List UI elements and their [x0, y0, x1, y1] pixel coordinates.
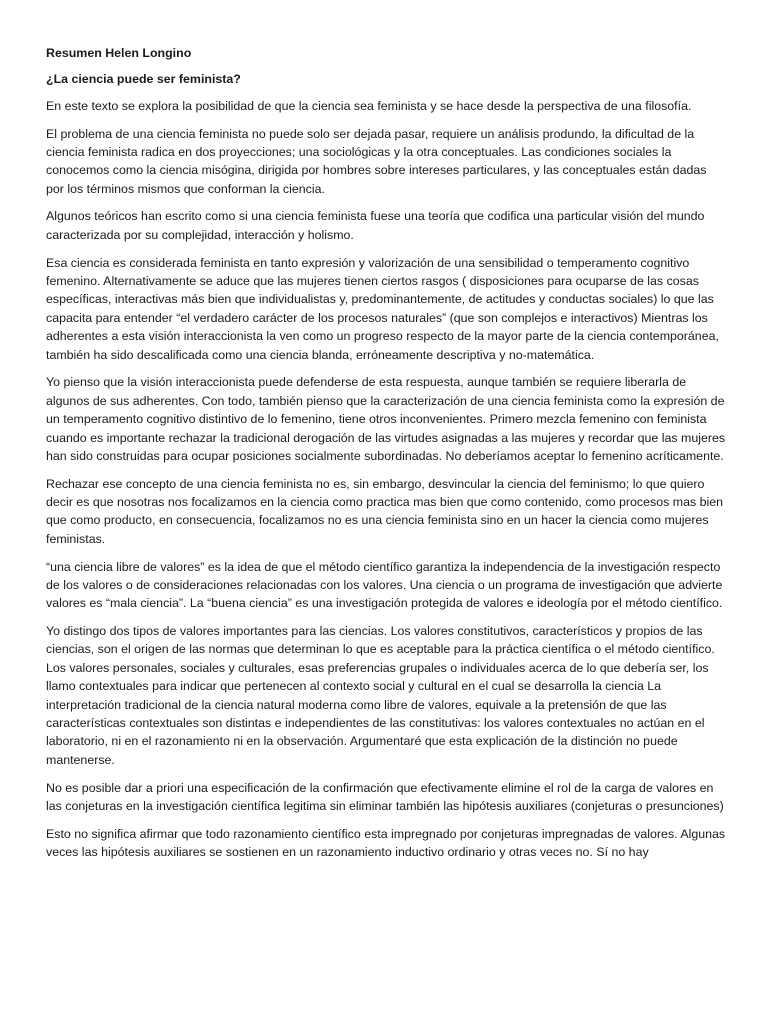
- document-title: Resumen Helen Longino: [46, 46, 192, 60]
- paragraph: Algunos teóricos han escrito como si una ciencia feminista fuese una teoría que codifica una particular visión del mundo caracterizada por su complejidad, interacción y holismo.: [46, 209, 705, 242]
- paragraph: “una ciencia libre de valores” es la idea de que el método científico garantiza la independencia de la investigación respecto de los valores o de consideraciones relacionadas con los valores. Una ciencia o un programa de investigación que advierte valores es “mala ciencia”. La “buena ciencia” es una investigación protegida de valores e ideología por el método científico.: [46, 559, 723, 611]
- paragraph: Esto no significa afirmar que todo razonamiento científico esta impregnado por conjeturas impregnadas de valores. Algunas veces las hipótesis auxiliares se sostienen en un razonamiento inductivo ordinario y otras veces no. Sí no hay: [46, 826, 726, 860]
- paragraph: En este texto se explora la posibilidad de que la ciencia sea feminista y se hace desde la perspectiva de una filosofía.: [46, 98, 692, 113]
- document-page: [46, 44, 726, 871]
- paragraph: Yo distingo dos tipos de valores importantes para las ciencias. Los valores constitutivos, característicos y propios de las ciencias, son el origen de las normas que determinan lo que es aceptable para la práctica científica o el método científico. Los valores personales, sociales y culturales, esas preferencias grupales o individuales acerca de lo que debería ser, los llamo contextuales para indicar que pertenecen al contexto social y cultural en el cual se desarrolla la ciencia La interpretación tradicional de la ciencia natural moderna como libre de valores, equivale a la pretensión de que las características contextuales son distintas e independientes de las constitutivas: los valores contextuales no actúan en el laboratorio, ni en el razonamiento ni en la observación. Argumentaré que esta explicación de la distinción no puede mantenerse.: [46, 624, 715, 767]
- paragraph: El problema de una ciencia feminista no puede solo ser dejada pasar, requiere un análisis produndo, la dificultad de la ciencia feminista radica en dos proyecciones; una sociológicas y la otra conceptuales. Las condiciones sociales la conocemos como la ciencia misógina, dirigida por hombres sobre intereses particulares, y las conceptuales están dadas por los términos mismos que conforman la ciencia.: [46, 126, 707, 196]
- paragraph: Rechazar ese concepto de una ciencia feminista no es, sin embargo, desvincular la ciencia del feminismo; lo que quiero decir es que nosotras nos focalizamos en la ciencia como practica mas bien que como contenido, como procesos mas bien que como producto, en consecuencia, focalizamos no es una ciencia feminista sino en un hacer la ciencia como mujeres feministas.: [46, 476, 724, 546]
- paragraph: No es posible dar a priori una especificación de la confirmación que efectivamente elimine el rol de la carga de valores en las conjeturas en la investigación científica legitima sin eliminar también las hipótesis auxiliares (conjeturas o presunciones): [46, 780, 724, 813]
- paragraph: Esa ciencia es considerada feminista en tanto expresión y valorización de una sensibilidad o temperamento cognitivo femenino. Alternativamente se aduce que las mujeres tienen ciertos rasgos ( disposiciones para ocuparse de las cosas específicas, interactivas más bien que individualistas y, predominantemente, de actitudes y conductas sociales) lo que las capacita para entender “el verdadero carácter de los procesos naturales” (que son complejos e interactivos) Mientras los adherentes a esta visión interaccionista la ven como un progreso respecto de la mayor parte de la ciencia contemporánea, también ha sido descalificada como una ciencia blanda, erróneamente descriptiva y no-matemática.: [46, 255, 719, 362]
- document-subtitle: ¿La ciencia puede ser feminista?: [46, 72, 241, 87]
- paragraph: Yo pienso que la visión interaccionista puede defenderse de esta respuesta, aunque también se requiere liberarla de algunos de sus adherentes. Con todo, también pienso que la caracterización de una ciencia feminista como la expresión de un temperamento cognitivo distintivo de lo femenino, tiene otros inconvenientes. Primero mezcla femenino con feminista cuando es importante rechazar la tradicional derogación de las virtudes asignadas a las mujeres y recordar que las mujeres han sido construidas para ocupar posiciones socialmente subordinadas. No deberíamos aceptar lo femenino acríticamente.: [46, 375, 726, 463]
